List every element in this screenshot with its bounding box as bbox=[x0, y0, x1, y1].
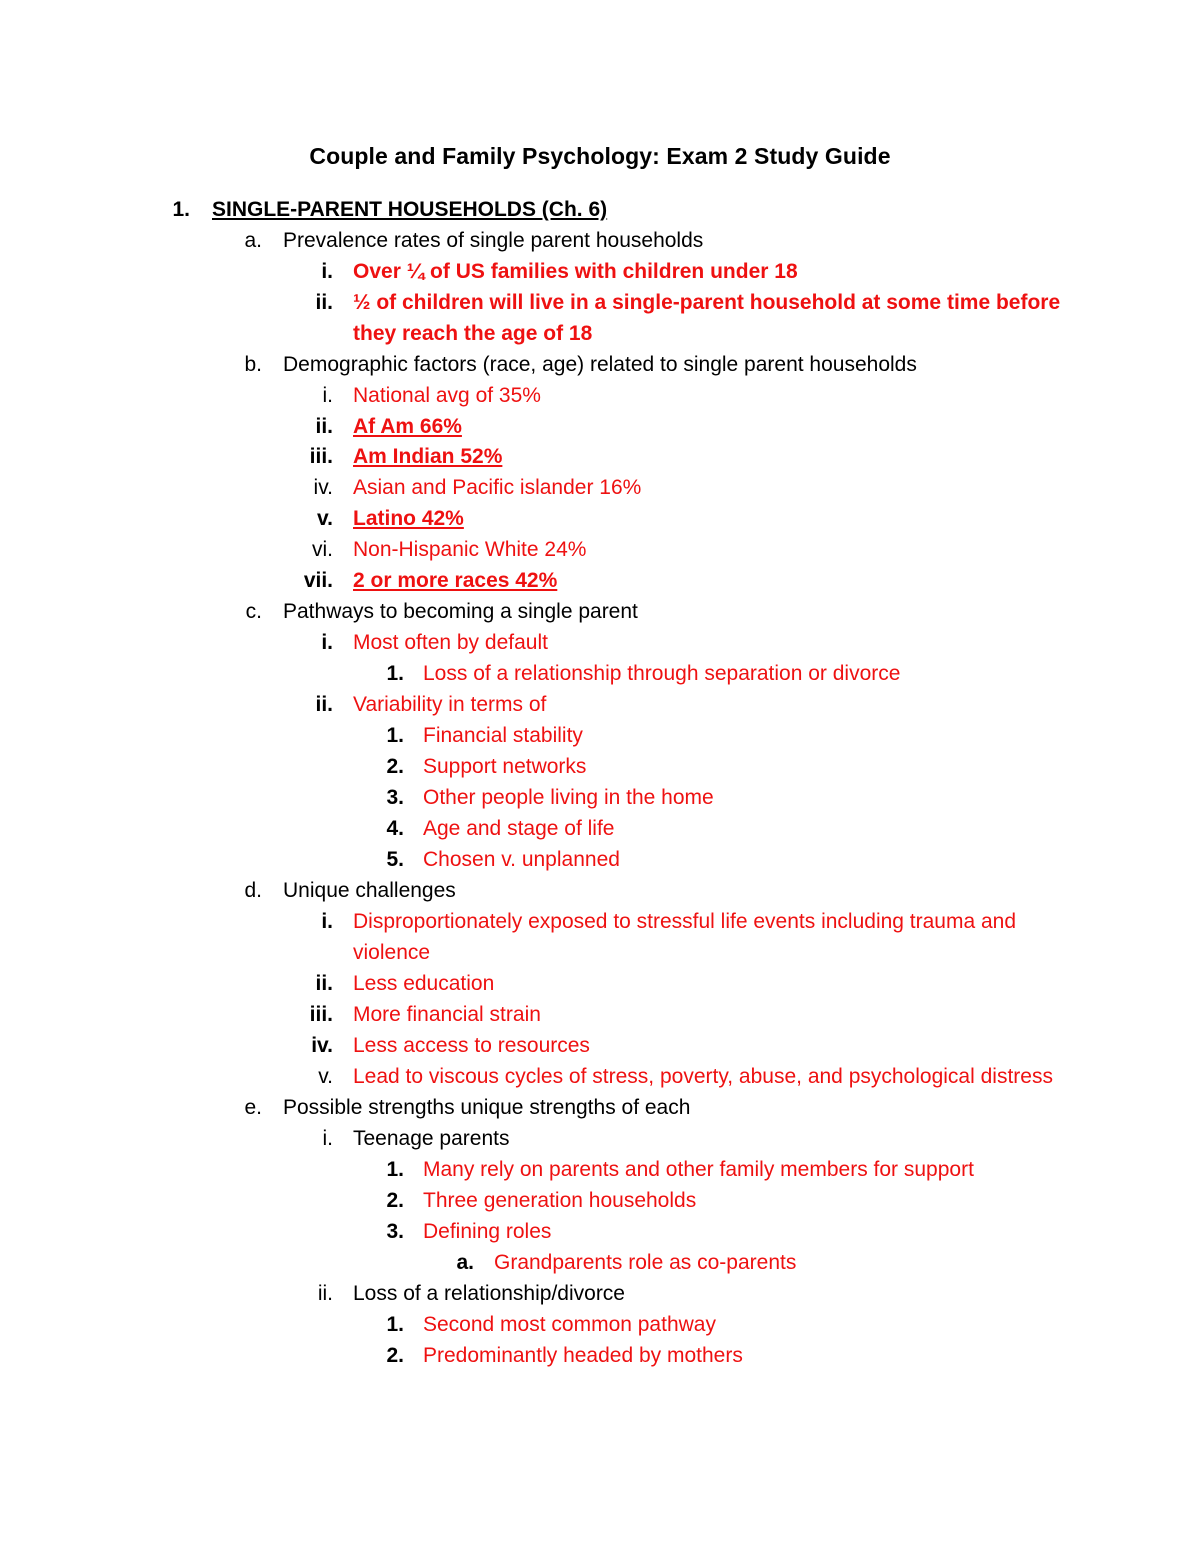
item-marker: 2. bbox=[386, 755, 404, 778]
item-text: they reach the age of 18 bbox=[353, 322, 593, 345]
item-text: Grandparents role as co-parents bbox=[494, 1251, 797, 1274]
item-text: Pathways to becoming a single parent bbox=[283, 600, 638, 623]
item-marker: i. bbox=[321, 260, 333, 283]
item-text: Predominantly headed by mothers bbox=[423, 1344, 743, 1367]
item-text: Less education bbox=[353, 972, 495, 995]
item-text: Other people living in the home bbox=[423, 786, 714, 809]
item-marker: 1. bbox=[386, 724, 404, 747]
item-text: Many rely on parents and other family members for support bbox=[423, 1158, 974, 1181]
item-text: Latino 42% bbox=[353, 507, 464, 530]
item-text: Unique challenges bbox=[283, 879, 456, 902]
item-marker: iii. bbox=[309, 445, 333, 468]
item-marker: ii. bbox=[315, 291, 333, 314]
item-text: Variability in terms of bbox=[353, 693, 547, 716]
item-text: Three generation households bbox=[423, 1189, 697, 1212]
section-title: SINGLE-PARENT HOUSEHOLDS (Ch. 6) bbox=[212, 198, 608, 221]
page-title: Couple and Family Psychology: Exam 2 Study Guide bbox=[309, 143, 891, 169]
item-marker: iii. bbox=[309, 1003, 333, 1026]
item-text: Teenage parents bbox=[353, 1127, 510, 1150]
item-marker: ii. bbox=[315, 693, 333, 716]
item-marker: v. bbox=[318, 1065, 333, 1088]
item-text: Defining roles bbox=[423, 1220, 552, 1243]
item-marker: 1. bbox=[386, 1158, 404, 1181]
item-text: Financial stability bbox=[423, 724, 583, 747]
item-marker: 2. bbox=[386, 1344, 404, 1367]
item-text: Support networks bbox=[423, 755, 587, 778]
item-marker: a. bbox=[244, 229, 262, 252]
item-marker: 2. bbox=[386, 1189, 404, 1212]
item-marker: i. bbox=[321, 910, 333, 933]
item-text: violence bbox=[353, 941, 431, 964]
item-marker: a. bbox=[456, 1251, 474, 1274]
item-marker: vi. bbox=[312, 538, 333, 561]
item-text: Demographic factors (race, age) related to single parent households bbox=[283, 353, 917, 376]
item-text: ½ of children will live in a single-parent household at some time before bbox=[353, 291, 1061, 314]
item-marker: ii. bbox=[315, 415, 333, 438]
item-text: Disproportionately exposed to stressful life events including trauma and bbox=[353, 910, 1017, 933]
item-marker: e. bbox=[244, 1096, 262, 1119]
item-marker: ii. bbox=[315, 972, 333, 995]
item-marker: iv. bbox=[311, 1034, 333, 1057]
item-marker: i. bbox=[322, 1127, 333, 1150]
item-marker: 3. bbox=[386, 1220, 404, 1243]
item-marker: v. bbox=[317, 507, 333, 530]
item-text: Possible strengths unique strengths of each bbox=[283, 1096, 691, 1119]
item-marker: b. bbox=[244, 353, 262, 376]
item-text: Non-Hispanic White 24% bbox=[353, 538, 587, 561]
item-marker: 5. bbox=[386, 848, 404, 871]
item-text: Loss of a relationship through separation or divorce bbox=[423, 662, 901, 685]
item-text: Most often by default bbox=[353, 631, 548, 654]
item-text: Chosen v. unplanned bbox=[423, 848, 620, 871]
item-text: More financial strain bbox=[353, 1003, 541, 1026]
item-marker: i. bbox=[322, 384, 333, 407]
item-text: Af Am 66% bbox=[353, 415, 462, 438]
item-marker: ii. bbox=[317, 1282, 333, 1305]
item-marker: d. bbox=[244, 879, 262, 902]
item-text: Loss of a relationship/divorce bbox=[353, 1282, 625, 1305]
item-text: National avg of 35% bbox=[353, 384, 541, 407]
item-marker: iv. bbox=[313, 476, 333, 499]
item-text: Am Indian 52% bbox=[353, 445, 503, 468]
section-number: 1. bbox=[172, 198, 190, 221]
item-text: Lead to viscous cycles of stress, poverty, abuse, and psychological distress bbox=[353, 1065, 1053, 1088]
item-marker: 4. bbox=[386, 817, 404, 840]
item-text: Second most common pathway bbox=[423, 1313, 716, 1336]
item-marker: 1. bbox=[386, 1313, 404, 1336]
item-text: Less access to resources bbox=[353, 1034, 590, 1057]
item-text: 2 or more races 42% bbox=[353, 569, 558, 592]
item-text: Age and stage of life bbox=[423, 817, 615, 840]
item-marker: vii. bbox=[303, 569, 333, 592]
item-marker: 3. bbox=[386, 786, 404, 809]
item-text: Prevalence rates of single parent households bbox=[283, 229, 704, 252]
item-text: Asian and Pacific islander 16% bbox=[353, 476, 642, 499]
item-marker: 1. bbox=[386, 662, 404, 685]
item-marker: c. bbox=[245, 600, 262, 623]
item-text: Over ¼ of US families with children under 18 bbox=[353, 260, 798, 283]
item-marker: i. bbox=[321, 631, 333, 654]
